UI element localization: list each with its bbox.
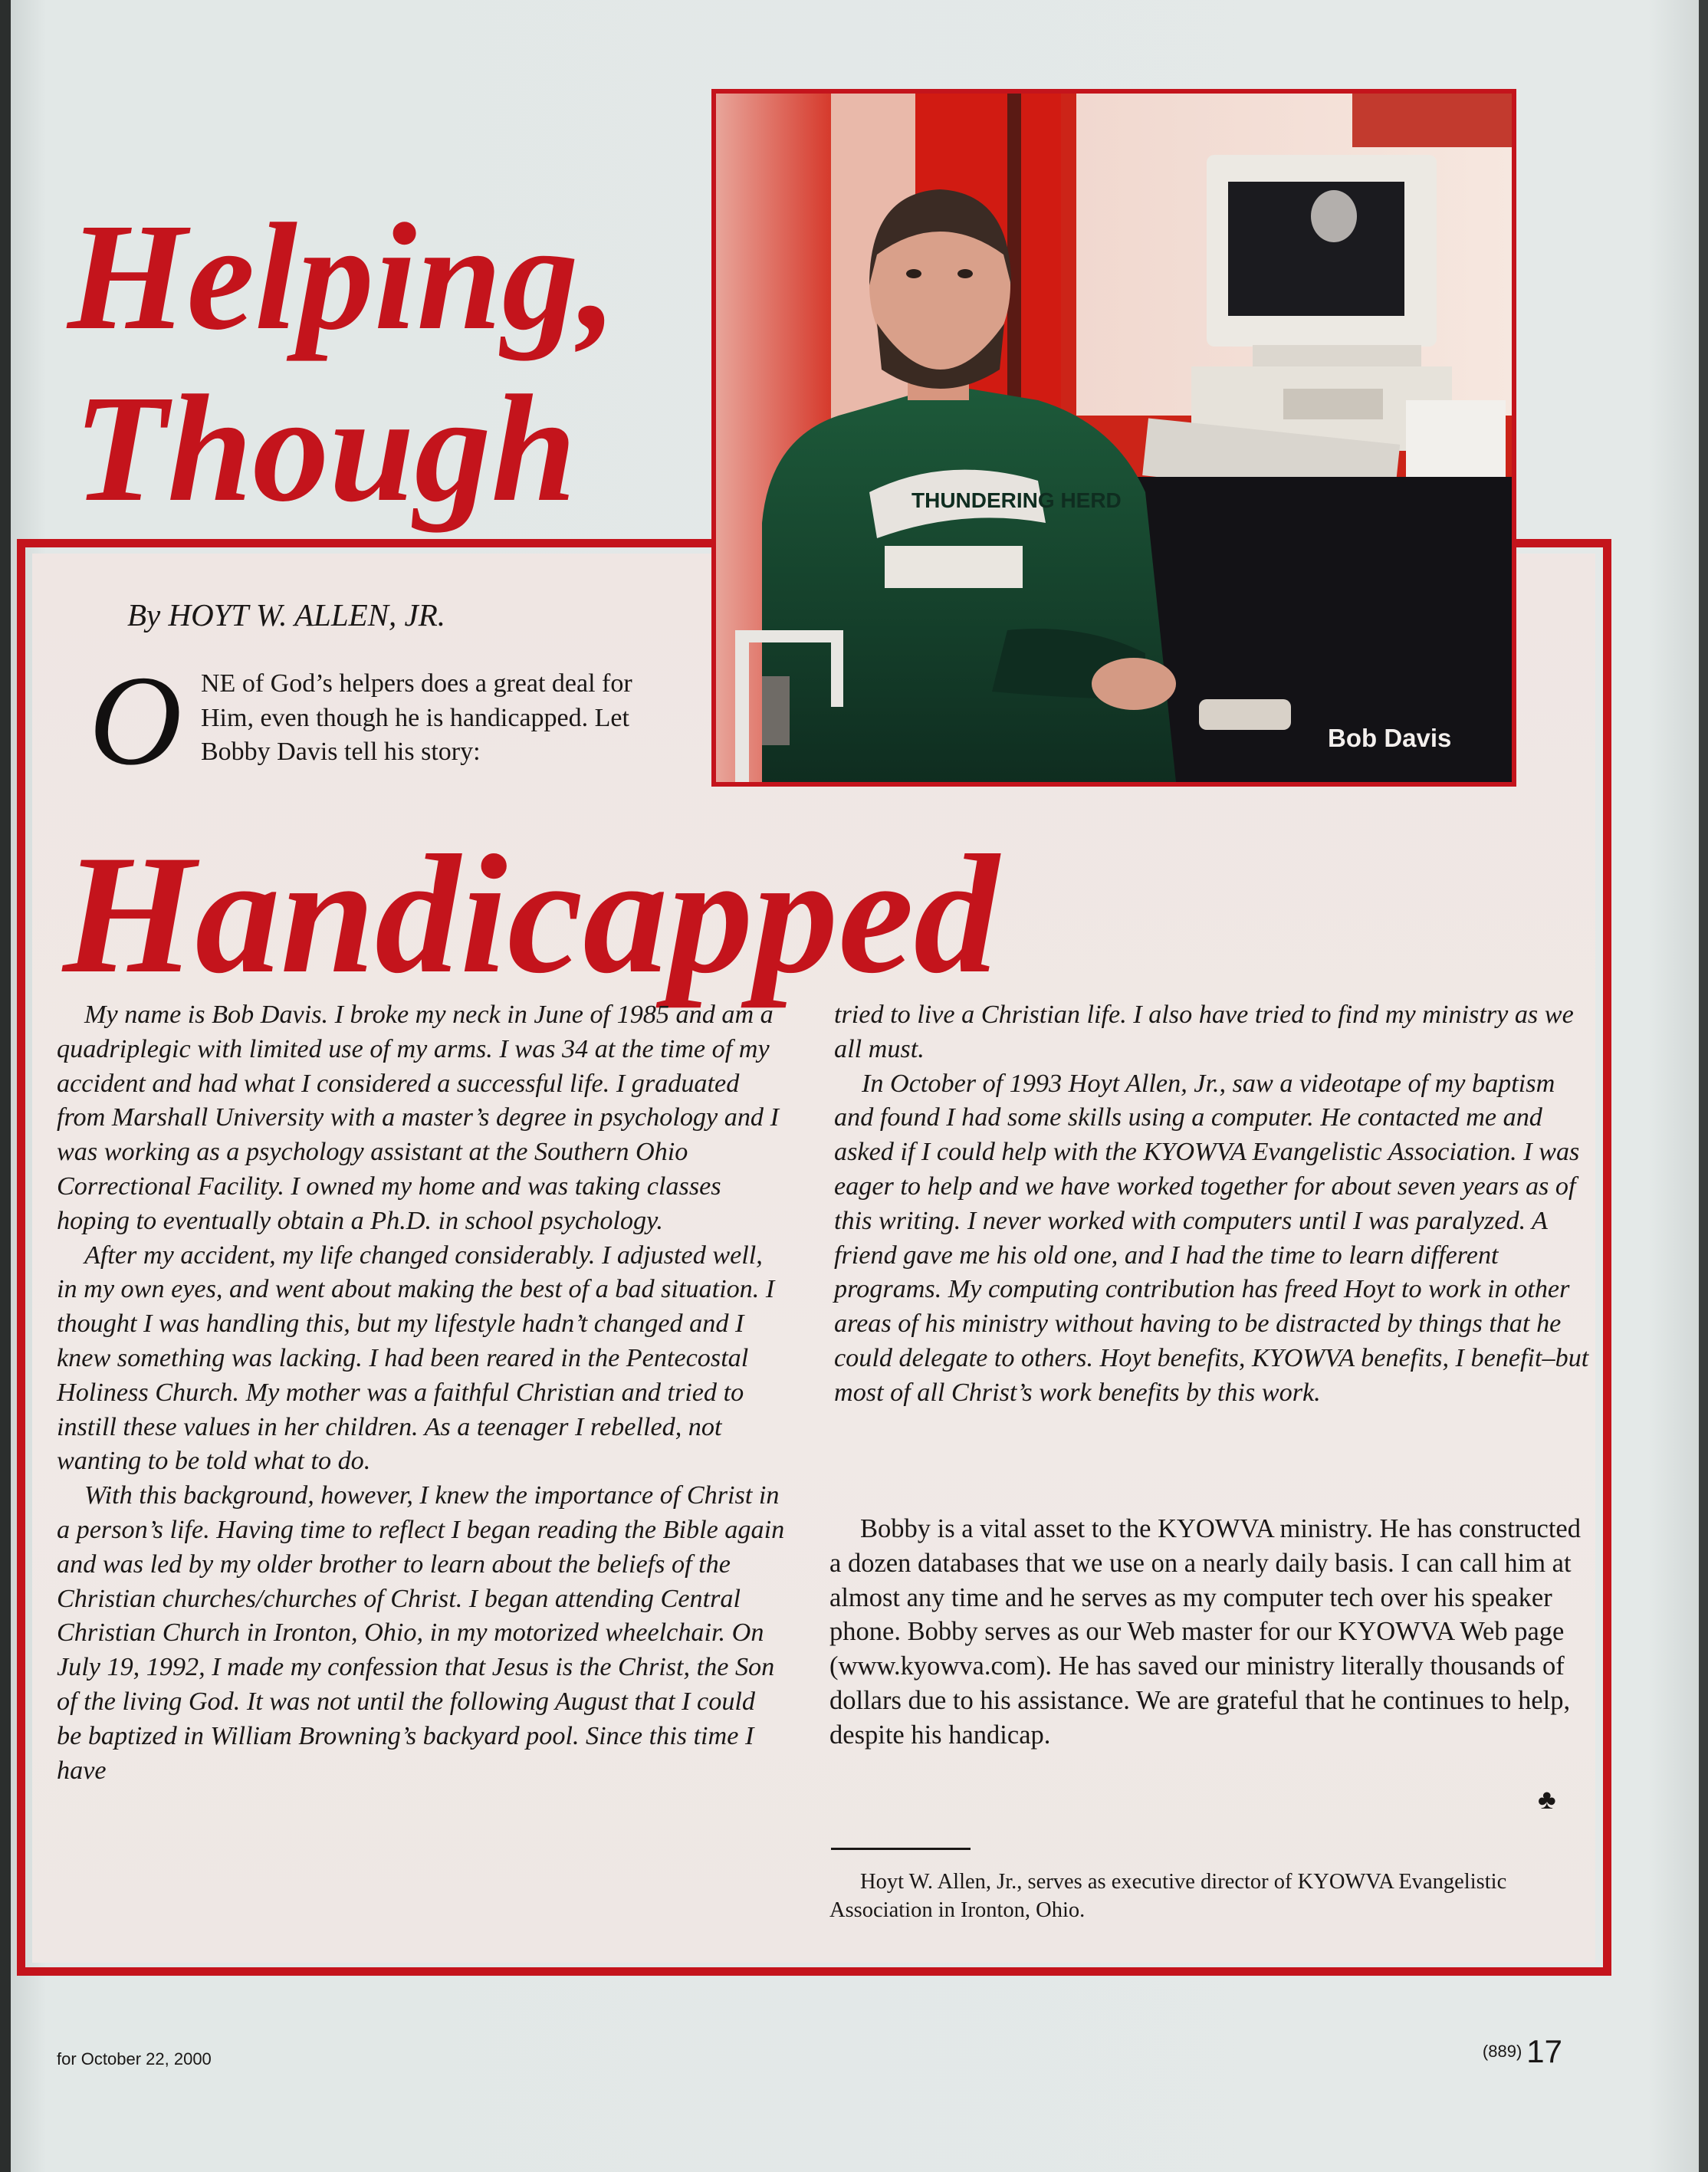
photo-illustration [716, 94, 1512, 782]
closing-paragraph: Bobby is a vital asset to the KYOWVA ministry. He has constructed a dozen databases that we use on a nearly daily basis. I can call him at almost any time and he serves as my computer tech over his speaker phone. Bobby serves as our Web master for our KYOWVA Web page (www.kyowva.com). He has saved our ministry literally thousands of dollars due to his assistance. We are grateful that he continues to help, despite his handicap. [829, 1514, 1581, 1750]
photo-caption: Bob Davis [1328, 724, 1452, 752]
story-paragraph: In October of 1993 Hoyt Allen, Jr., saw a videotape of my baptism and found I had some skills using a computer. He contacted me and asked if I could help with the KYOWVA Evangelistic Association. I was eager to help and we have worked together for about seven years as of this writing. I never worked with computers until I was paralyzed. A friend gave me his old one, and I had the time to learn different programs. My computing contribution has freed Hoyt to work in other areas of his ministry without having to be distracted by things that he could delegate to others. Hoyt benefits, KYOWVA benefits, I benefit–but most of all Christ’s work benefits by this work. [834, 1069, 1589, 1407]
bio-divider [831, 1848, 971, 1850]
page-edge-left [0, 0, 11, 2172]
drop-cap: O [89, 649, 182, 792]
story-paragraph: tried to live a Christian life. I also have tried to find my ministry as we all must. [834, 1001, 1574, 1063]
title-line-3: Handicapped [63, 820, 999, 1009]
title-line-1: Helping, [67, 192, 617, 362]
photo-bob-davis [711, 89, 1516, 787]
title-line-2: Though [74, 364, 576, 534]
sweatshirt-text: THUNDERING HERD [911, 488, 1122, 512]
story-paragraph: My name is Bob Davis. I broke my neck in June of 1985 and am a quadriplegic with limited use of my arms. I was 34 at the time of my accident and had what I considered a successful life. I graduated from Marshall University with a master’s degree in psychology and I was working as a psychology assistant at the Southern Ohio Correctional Facility. I owned my home and was taking classes hoping to eventually obtain a Ph.D. in school psychology. [57, 1001, 779, 1235]
story-paragraph: With this background, however, I knew the importance of Christ in a person’s life. Having time to reflect I began reading the Bible again and was led by my older brother to learn about the beliefs of the Christian churches/churches of Christ. I began attending Central Christian Church in Ironton, Ohio, in my motorized wheelchair. On July 19, 1992, I made my confession that Jesus is the Christ, the Son of the living God. It was not until the following August that I could be baptized in William Browning’s backyard pool. Since this time I have [57, 1481, 785, 1785]
story-column-left [57, 998, 785, 1788]
issue-date: for October 22, 2000 [57, 2049, 212, 2068]
author-bio: Hoyt W. Allen, Jr., serves as executive director of KYOWVA Evangelistic Association in Ironton, Ohio. [829, 1870, 1507, 1922]
page-number: 17 [1526, 2033, 1562, 2069]
page-edge-right [1699, 0, 1708, 2172]
intro-paragraph: NE of God’s helpers does a great deal for Him, even though he is handicapped. Let Bobby Davis tell his story: [201, 669, 632, 766]
story-column-right [834, 998, 1593, 1411]
page-number-block [1483, 2033, 1562, 2070]
end-mark-icon: ♣ [1538, 1784, 1556, 1815]
byline: By HOYT W. ALLEN, JR. [127, 597, 446, 633]
story-paragraph: After my accident, my life changed considerably. I adjusted well, in my own eyes, and went about making the best of a bad situation. I thought I was handling this, but my lifestyle hadn’t changed and I knew something was lacking. I had been reared in the Pentecostal Holiness Church. My mother was a faithful Christian and tried to instill these values in her children. As a teenager I rebelled, not wanting to be told what to do. [57, 1240, 775, 1476]
page-code: (889) [1482, 2042, 1522, 2061]
